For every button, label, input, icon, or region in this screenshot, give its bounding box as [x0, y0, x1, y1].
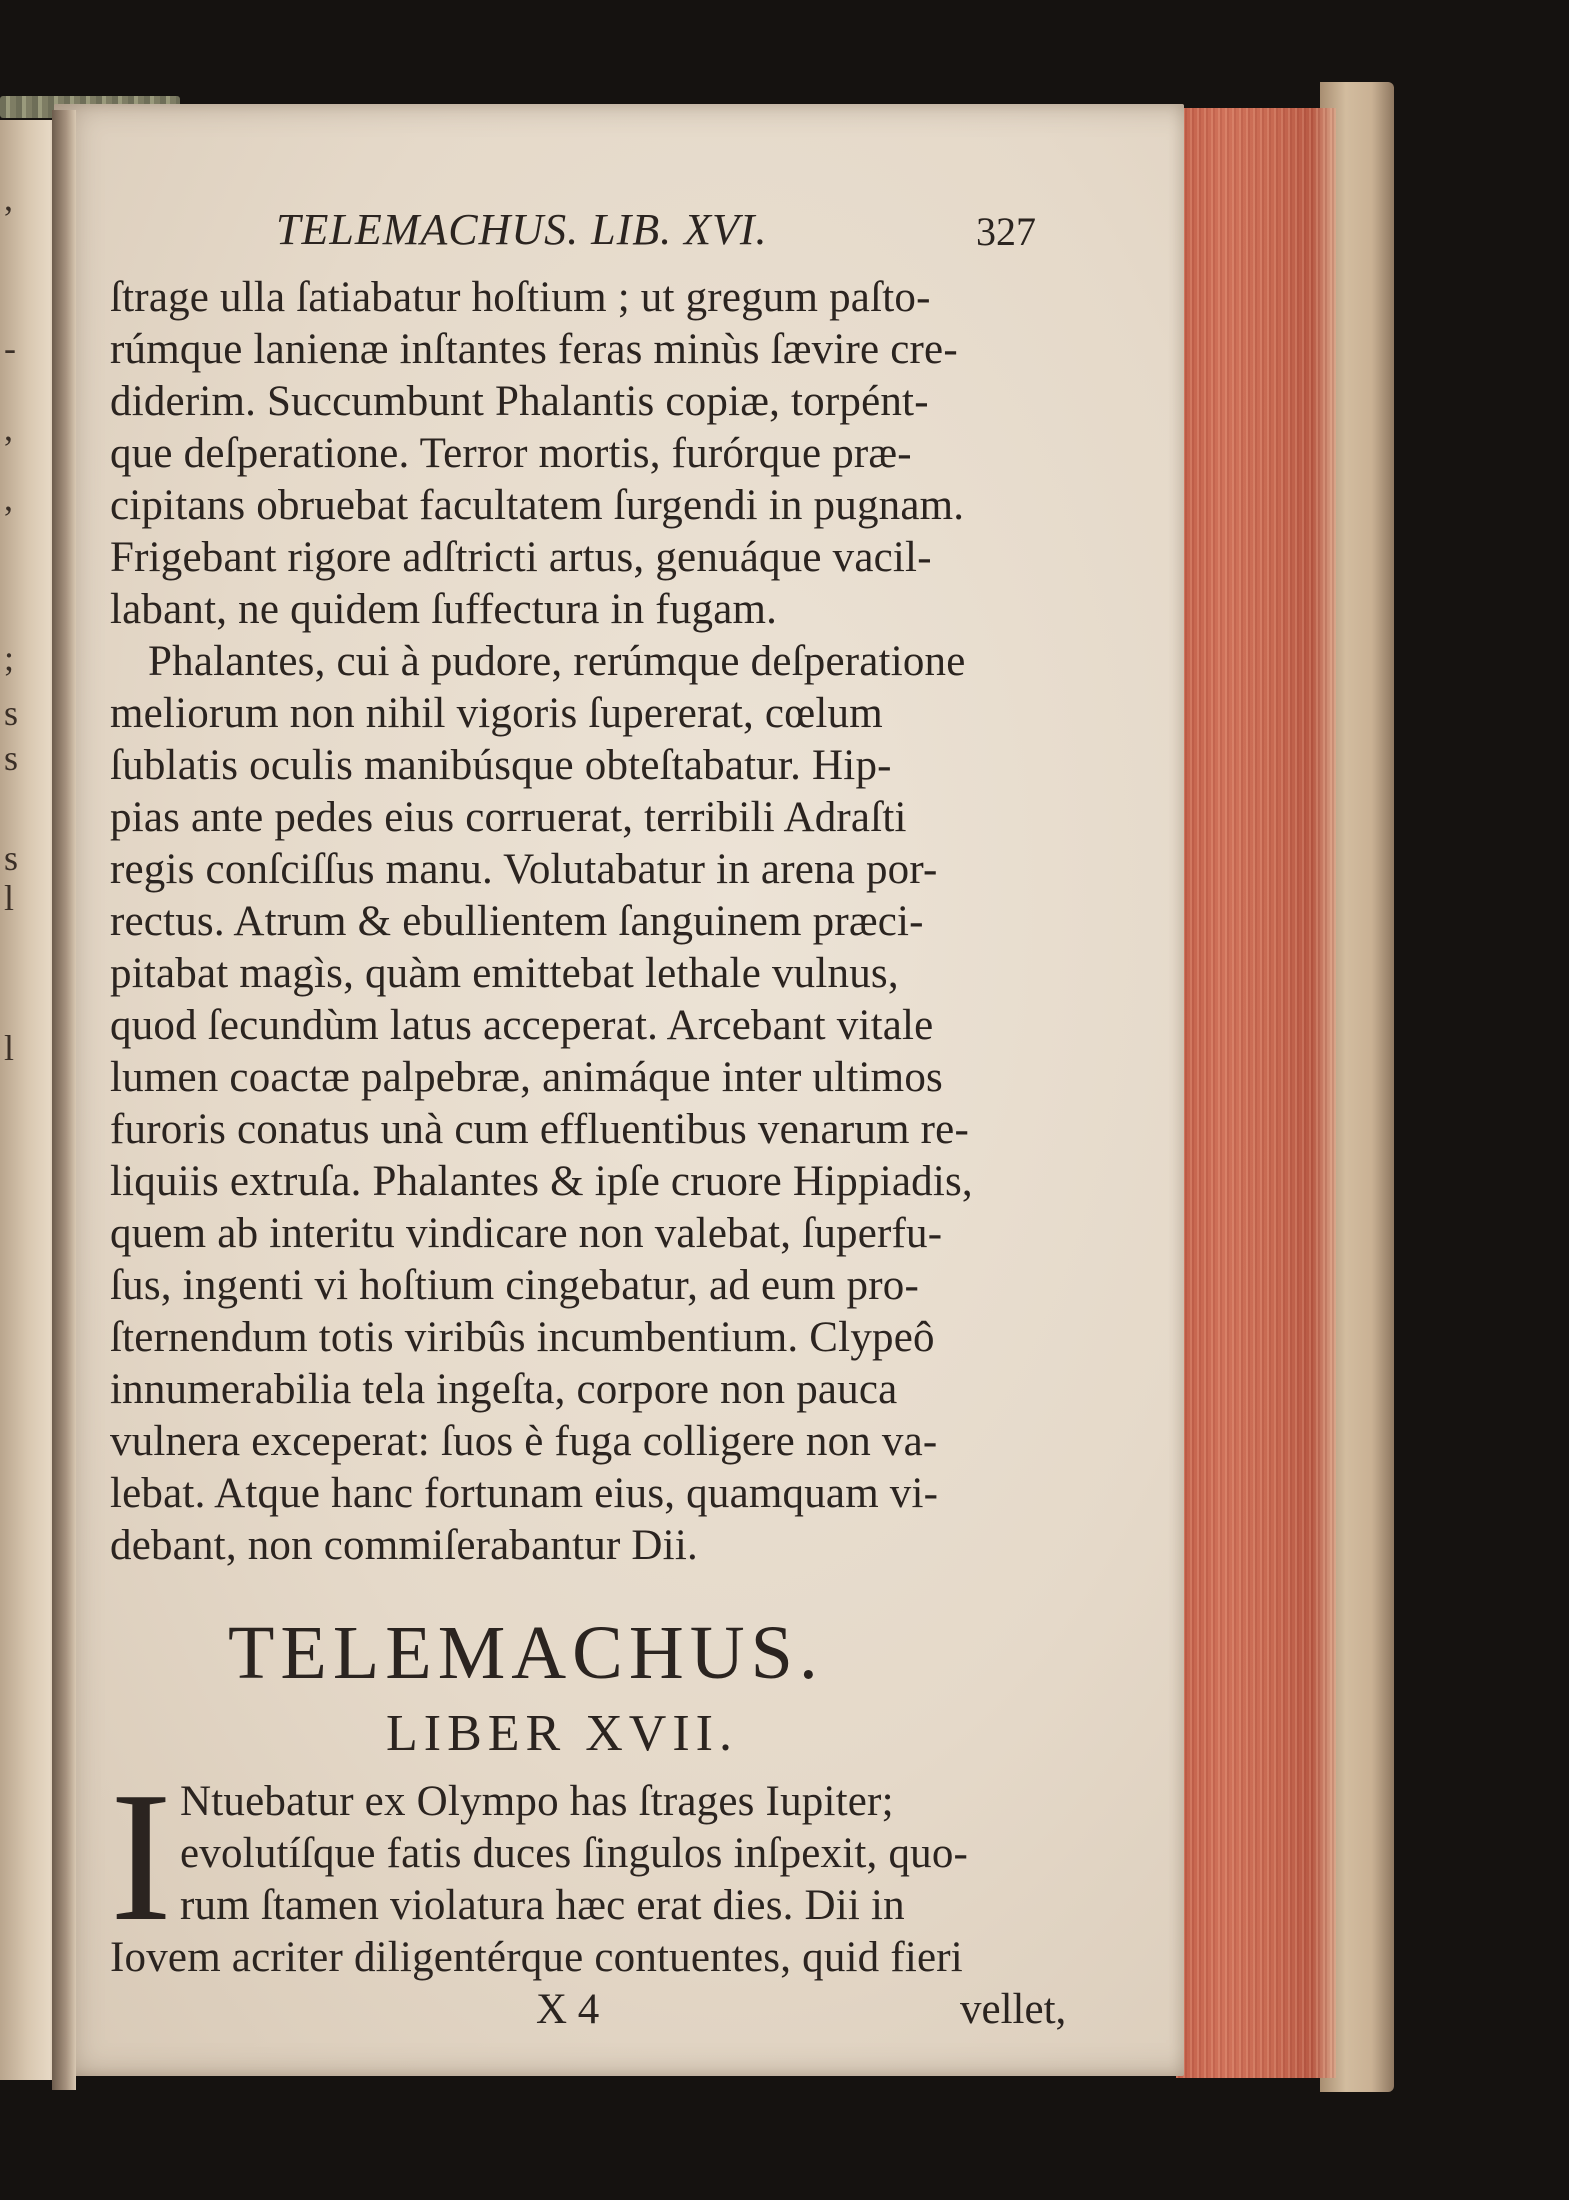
text-line: lumen coactæ palpebræ, animáque inter ultimos	[110, 1054, 943, 1101]
drop-cap: I	[110, 1754, 172, 1960]
text-line: vulnera exceperat: ſuos è fuga colligere non va-	[110, 1418, 938, 1465]
text-line: cipitans obruebat facultatem ſurgendi in pugnam.	[110, 482, 965, 529]
text-line: ſublatis oculis manibúsque obteſtabatur. Hip-	[110, 742, 892, 789]
text-line: lebat. Atque hanc fortunam eius, quamquam vi-	[110, 1470, 939, 1517]
margin-mark: ,	[4, 478, 13, 518]
margin-mark: ,	[4, 408, 13, 448]
sprinkled-page-edge	[1176, 108, 1336, 2078]
margin-mark: s	[4, 838, 19, 878]
opening-paragraph	[110, 1754, 1090, 1984]
book-page	[54, 104, 1184, 2076]
text-line: meliorum non nihil vigoris ſupererat, cœlum	[110, 690, 883, 737]
text-line: debant, non commiſerabantur Dii.	[110, 1522, 698, 1569]
book-label: LIBER XVII.	[386, 1705, 738, 1762]
margin-mark: l	[4, 878, 15, 918]
text-line: diderim. Succumbunt Phalantis copiæ, torpént-	[110, 378, 929, 425]
text-line: rúmque lanienæ inſtantes feras minùs ſævire cre-	[110, 326, 958, 373]
text-line: pias ante pedes eius corruerat, terribili Adraſti	[110, 794, 907, 841]
margin-mark: s	[4, 738, 19, 778]
text-line: quod ſecundùm latus acceperat. Arcebant vitale	[110, 1002, 934, 1049]
running-head	[110, 204, 1090, 264]
text-line: Phalantes, cui à pudore, rerúmque deſperatione	[148, 638, 966, 685]
margin-mark: ,	[4, 178, 13, 218]
margin-mark: -	[4, 328, 16, 368]
page-footer	[110, 1984, 1090, 2036]
margin-mark: s	[4, 693, 19, 733]
page-number: 327	[976, 209, 1036, 254]
text-line: ſternendum totis viribûs incumbentium. Clypeô	[110, 1314, 935, 1361]
text-line: quem ab interitu vindicare non valebat, ſuperfu-	[110, 1210, 943, 1257]
signature-mark: X 4	[536, 1986, 600, 2033]
text-line: regis conſciſſus manu. Volutabatur in arena por-	[110, 846, 938, 893]
text-line: que deſperatione. Terror mortis, furórque præ-	[110, 430, 912, 477]
text-line: Frigebant rigore adſtricti artus, genuáque vacil-	[110, 534, 932, 581]
text-line: Ntuebatur ex Olympo has ſtrages Iupiter;	[180, 1778, 894, 1825]
text-line: ſtrage ulla ſatiabatur hoſtium ; ut gregum paſto-	[110, 274, 931, 321]
text-line: rum ſtamen violatura hæc erat dies. Dii in	[180, 1882, 905, 1929]
margin-mark: ;	[4, 638, 15, 678]
text-line: furoris conatus unà cum effluentibus venarum re-	[110, 1106, 969, 1153]
text-line: pitabat magìs, quàm emittebat lethale vulnus,	[110, 950, 899, 997]
text-line: Iovem acriter diligentérque contuentes, quid fieri	[110, 1934, 963, 1981]
margin-mark: l	[4, 1028, 15, 1068]
text-line: ſus, ingenti vi hoſtium cingebatur, ad eum pro-	[110, 1262, 919, 1309]
catchword: vellet,	[960, 1986, 1067, 2033]
text-line: rectus. Atrum & ebullientem ſanguinem præci-	[110, 898, 924, 945]
text-line: labant, ne quidem ſuffectura in fugam.	[110, 586, 778, 633]
running-title: TELEMACHUS. LIB. XVI.	[276, 205, 768, 254]
paragraph	[110, 636, 1090, 1572]
paragraph	[110, 272, 1090, 636]
text-line: evolutíſque fatis duces ſingulos inſpexit, quo-	[180, 1830, 969, 1877]
chapter-title: TELEMACHUS.	[228, 1611, 824, 1695]
spine-gutter	[52, 110, 76, 2090]
text-block	[110, 204, 1090, 2036]
text-line: innumerabilia tela ingeſta, corpore non pauca	[110, 1366, 898, 1413]
text-line: liquiis extruſa. Phalantes & ipſe cruore Hippiadis,	[110, 1158, 973, 1205]
